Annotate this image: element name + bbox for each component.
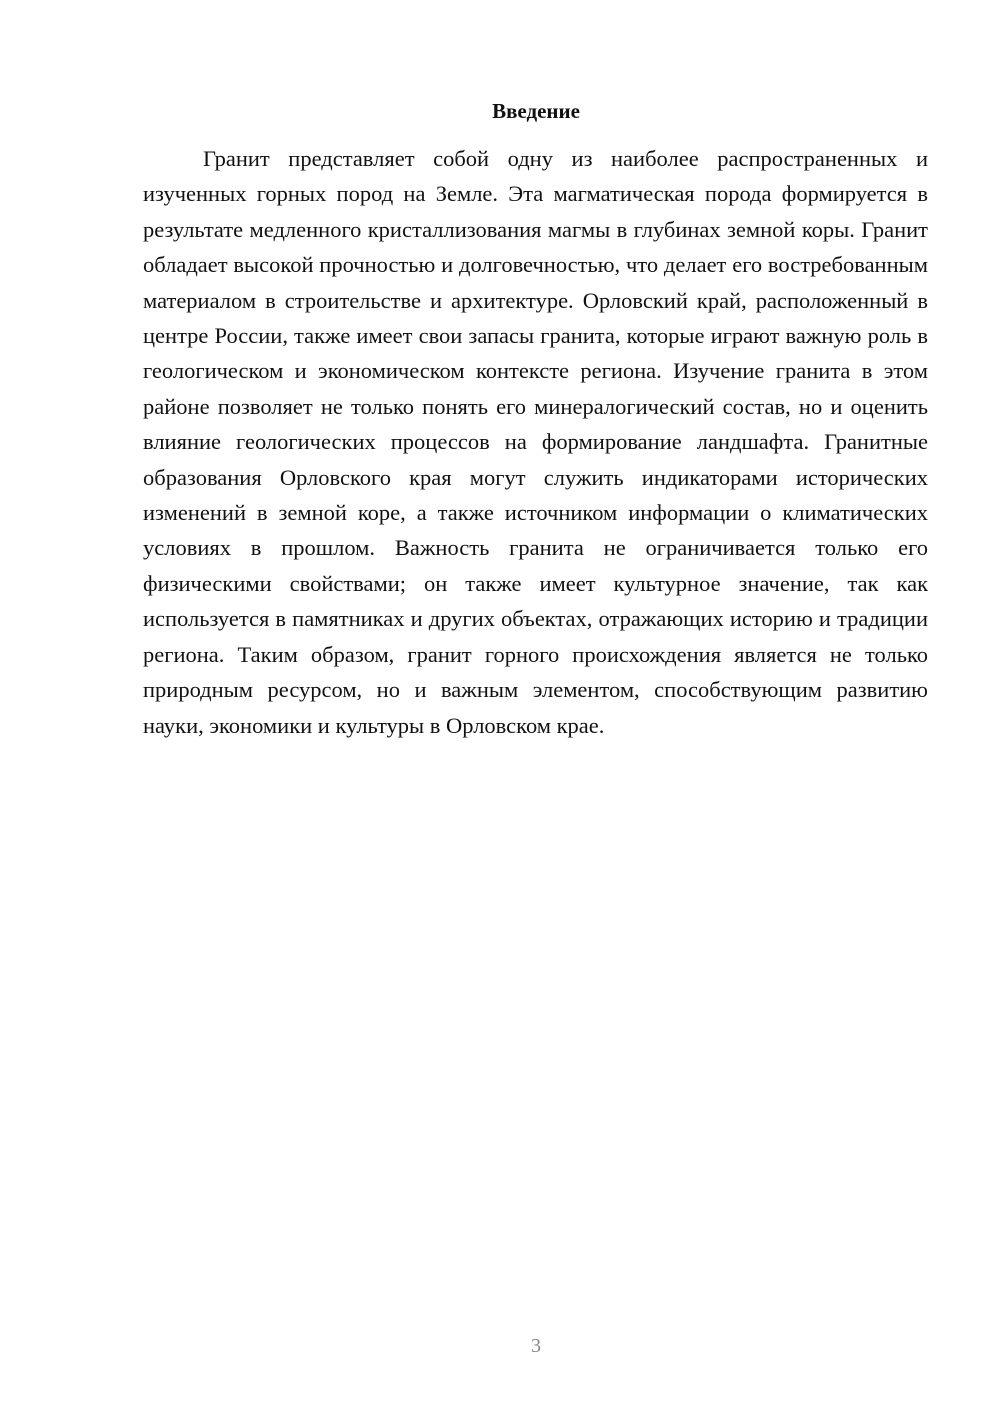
body-paragraph: Гранит представляет собой одну из наиболее распространенных и изученных горных пород на Земле. Эта магматическая порода формируется в результате медленного кристаллизования магмы в глубинах земной коры. Гранит обладает высокой прочностью и долговечностью, что делает его востребованным материалом в строительстве и архитектуре. Орловский край, расположенный в центре России, также имеет свои запасы гранита, которые играют важную роль в геологическом и экономическом контексте региона. Изучение гранита в этом районе позволяет не только понять его минералогический состав, но и оценить влияние геологических процессов на формирование ландшафта. Гранитные образования Орловского края могут служить индикаторами исторических изменений в земной коре, а также источником информации о климатических условиях в прошлом. Важность гранита не ограничивается только его физическими свойствами; он также имеет культурное значение, так как используется в памятниках и других объектах, отражающих историю и традиции региона. Таким образом, гранит горного происхождения является не только природным ресурсом, но и важным элементом, способствующим развитию науки, экономики и культуры в Орловском крае. xyxy=(143,146,928,738)
page-number: 3 xyxy=(531,1335,541,1357)
page-title: Введение xyxy=(492,99,580,123)
